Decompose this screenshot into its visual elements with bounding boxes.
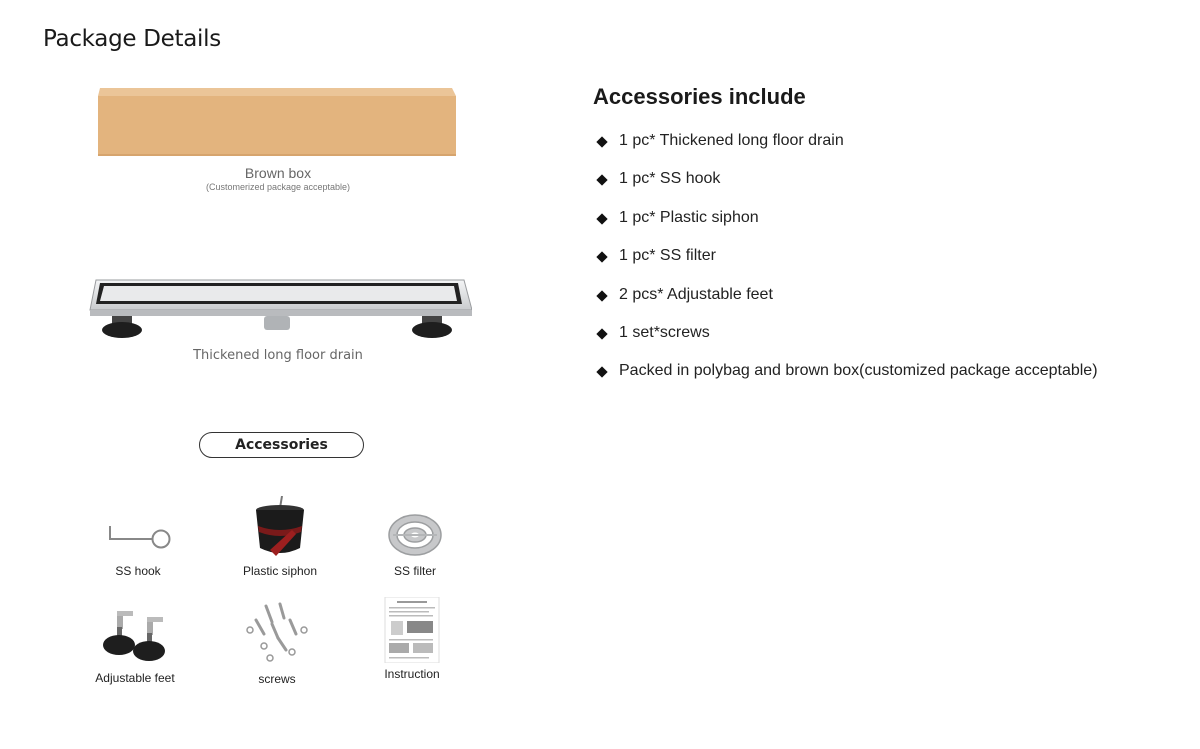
siphon-icon [250,496,310,560]
brown-box-image [96,88,458,158]
instruction-icon [383,597,441,663]
accessory-ss-filter [350,510,480,578]
list-item: 1 set*screws [596,324,1098,362]
brown-box-label: Brown box [244,165,312,181]
accessory-screws [212,600,342,686]
floor-drain-image [86,272,472,344]
screws-label: screws [258,672,296,686]
diamond-bullet-icon [596,328,607,339]
floor-drain-caption: Thickened long floor drain [193,348,363,363]
accessory-adjustable-feet [70,605,200,685]
brown-box-caption [100,165,456,192]
adjustable-feet-label: Adjustable feet [95,671,175,685]
list-item: 1 pc* Plastic siphon [596,209,1098,247]
plastic-siphon-label: Plastic siphon [242,564,318,578]
list-item: 2 pcs* Adjustable feet [596,286,1098,324]
diamond-bullet-icon [596,252,607,263]
list-item: 1 pc* SS hook [596,170,1098,208]
diamond-bullet-icon [596,290,607,301]
accessories-include-title: Accessories include [593,84,806,109]
ss-hook-label: SS hook [115,564,161,578]
diamond-bullet-icon [596,367,607,378]
page-title: Package Details [43,26,221,52]
list-item: 1 pc* SS filter [596,247,1098,285]
accessory-instruction [347,597,477,681]
ss-hook-icon [98,518,178,560]
filter-icon [385,510,445,560]
instruction-label: Instruction [384,667,440,681]
accessory-plastic-siphon [215,496,345,578]
ss-filter-label: SS filter [393,564,436,578]
list-item: 1 pc* Thickened long floor drain [596,132,1098,170]
list-item: Packed in polybag and brown box(customized package acceptable) [596,362,1098,400]
diamond-bullet-icon [596,175,607,186]
accessories-heading: Accessories [199,432,364,458]
diamond-bullet-icon [596,136,607,147]
accessory-ss-hook [73,518,203,578]
diamond-bullet-icon [596,213,607,224]
accessories-include-list [596,132,1098,401]
screws-icon [242,600,312,668]
brown-box-sublabel: (Customerized package acceptable) [205,182,351,192]
feet-icon [95,605,175,667]
